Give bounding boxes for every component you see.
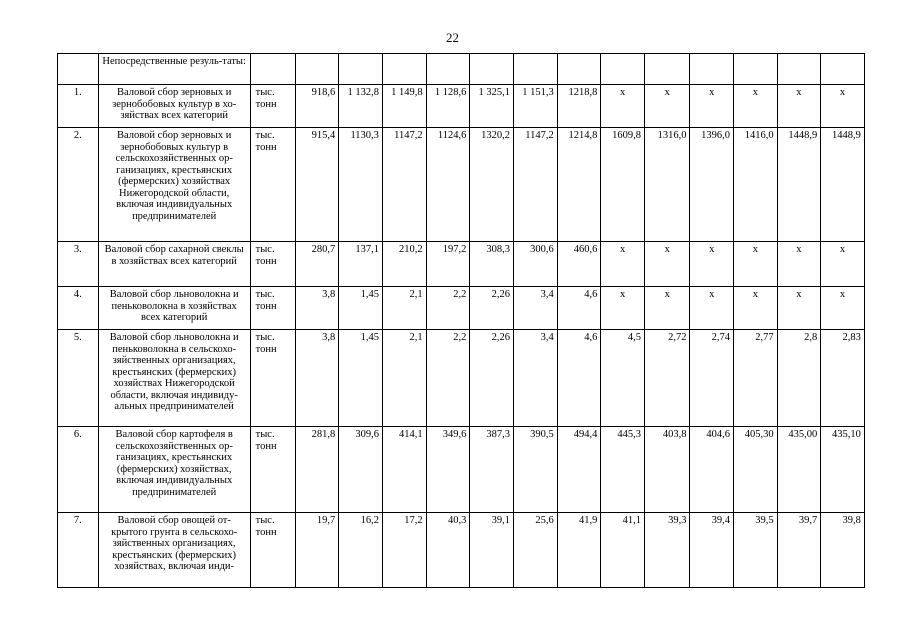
value-cell: 387,3 (470, 427, 514, 513)
row-number: 6. (58, 427, 99, 513)
value-cell: 2,77 (734, 330, 778, 427)
value-cell: x (690, 242, 734, 287)
header-results-label: Непосредственные резуль-таты: (98, 54, 250, 85)
value-cell: 16,2 (339, 513, 383, 588)
value-cell: 460,6 (557, 242, 601, 287)
unit-cell: тыс. тонн (250, 330, 295, 427)
value-cell: 435,10 (821, 427, 865, 513)
value-cell: x (821, 85, 865, 128)
value-cell: 39,5 (734, 513, 778, 588)
unit-cell: тыс. тонн (250, 427, 295, 513)
value-cell: 17,2 (382, 513, 426, 588)
value-cell: 2,2 (426, 330, 470, 427)
table-row (58, 513, 905, 588)
value-cell: 1218,8 (557, 85, 601, 128)
value-cell: 1,45 (339, 330, 383, 427)
row-number: 1. (58, 85, 99, 128)
value-cell: 1609,8 (601, 128, 645, 242)
value-cell: 1 325,1 (470, 85, 514, 128)
value-cell: x (601, 287, 645, 330)
value-cell: x (601, 85, 645, 128)
page-number: 22 (446, 30, 459, 45)
value-cell: 2,26 (470, 287, 514, 330)
indicator-name: Валовой сбор картофеля в сельскохозяйственных ор-ганизациях, крестьянских (фермерских) хозяйствах, включая индивидуальных предпринимателей (98, 427, 250, 513)
table-row (58, 128, 905, 242)
value-cell: 309,6 (339, 427, 383, 513)
value-cell: 2,1 (382, 287, 426, 330)
value-cell: 300,6 (514, 242, 558, 287)
value-cell: 2,2 (426, 287, 470, 330)
value-cell: 915,4 (295, 128, 338, 242)
value-cell: x (821, 242, 865, 287)
unit-cell: тыс. тонн (250, 85, 295, 128)
value-cell: 403,8 (644, 427, 690, 513)
value-cell: 25,6 (514, 513, 558, 588)
value-cell: 435,00 (777, 427, 821, 513)
value-cell: 1130,3 (339, 128, 383, 242)
value-cell: x (734, 85, 778, 128)
value-cell: x (777, 287, 821, 330)
value-cell: x (690, 85, 734, 128)
indicator-name: Валовой сбор зерновых и зернобобовых культур в хо-зяйствах всех категорий (98, 85, 250, 128)
value-cell: x (734, 287, 778, 330)
value-cell: 1416,0 (734, 128, 778, 242)
results-table (57, 53, 905, 588)
value-cell: 41,1 (601, 513, 645, 588)
indicator-name: Валовой сбор сахарной свеклы в хозяйствах всех категорий (98, 242, 250, 287)
value-cell: 445,3 (601, 427, 645, 513)
value-cell: 40,3 (426, 513, 470, 588)
indicator-name: Валовой сбор льноволокна и пеньковолокна в сельскохо-зяйственных организациях, крестьянских (фермерских) хозяйствах Нижегородской области, включая индивиду-альных предпринимателей (98, 330, 250, 427)
value-cell: 2,83 (821, 330, 865, 427)
unit-cell: тыс. тонн (250, 513, 295, 588)
indicator-name: Валовой сбор овощей от-крытого грунта в сельскохо-зяйственных организациях, крестьянских (фермерских) хозяйствах, включая инди- (98, 513, 250, 588)
value-cell: x (821, 287, 865, 330)
value-cell: 3,4 (514, 330, 558, 427)
value-cell: 2,72 (644, 330, 690, 427)
value-cell: 918,6 (295, 85, 338, 128)
cell-num (58, 54, 99, 85)
value-cell: 494,4 (557, 427, 601, 513)
value-cell: 1 128,6 (426, 85, 470, 128)
value-cell: 1 151,3 (514, 85, 558, 128)
value-cell: 39,4 (690, 513, 734, 588)
value-cell: 1 149,8 (382, 85, 426, 128)
value-cell: 1396,0 (690, 128, 734, 242)
value-cell: 280,7 (295, 242, 338, 287)
value-cell: 1448,9 (821, 128, 865, 242)
value-cell: x (644, 85, 690, 128)
unit-cell: тыс. тонн (250, 242, 295, 287)
value-cell: 1320,2 (470, 128, 514, 242)
unit-cell: тыс. тонн (250, 287, 295, 330)
value-cell: 39,8 (821, 513, 865, 588)
value-cell: 41,9 (557, 513, 601, 588)
value-cell: 2,8 (777, 330, 821, 427)
value-cell: 414,1 (382, 427, 426, 513)
value-cell: 1124,6 (426, 128, 470, 242)
value-cell: 1147,2 (514, 128, 558, 242)
value-cell: 2,1 (382, 330, 426, 427)
value-cell: 405,30 (734, 427, 778, 513)
value-cell: x (777, 85, 821, 128)
table-row (58, 242, 905, 287)
value-cell: x (690, 287, 734, 330)
value-cell: 210,2 (382, 242, 426, 287)
value-cell: 1448,9 (777, 128, 821, 242)
value-cell: x (734, 242, 778, 287)
row-number: 5. (58, 330, 99, 427)
row-number: 4. (58, 287, 99, 330)
row-number: 7. (58, 513, 99, 588)
value-cell: 4,5 (601, 330, 645, 427)
value-cell: 197,2 (426, 242, 470, 287)
table-row (58, 330, 905, 427)
value-cell: 390,5 (514, 427, 558, 513)
value-cell: 3,8 (295, 330, 338, 427)
table-row (58, 54, 905, 85)
value-cell: 2,74 (690, 330, 734, 427)
value-cell: 1 132,8 (339, 85, 383, 128)
value-cell: 1147,2 (382, 128, 426, 242)
value-cell: 39,1 (470, 513, 514, 588)
row-number: 3. (58, 242, 99, 287)
value-cell: 39,7 (777, 513, 821, 588)
row-number: 2. (58, 128, 99, 242)
value-cell: 137,1 (339, 242, 383, 287)
value-cell: 3,4 (514, 287, 558, 330)
value-cell: 39,3 (644, 513, 690, 588)
value-cell: 1,45 (339, 287, 383, 330)
indicator-name: Валовой сбор льноволокна и пеньковолокна в хозяйствах всех категорий (98, 287, 250, 330)
value-cell: x (644, 287, 690, 330)
value-cell: 4,6 (557, 330, 601, 427)
value-cell: 3,8 (295, 287, 338, 330)
value-cell: 281,8 (295, 427, 338, 513)
value-cell: x (601, 242, 645, 287)
indicator-name: Валовой сбор зерновых и зернобобовых культур в сельскохозяйственных ор-ганизациях, крестьянских (фермерских) хозяйствах Нижегородской области, включая индивидуальных предпринимателей (98, 128, 250, 242)
unit-cell: тыс. тонн (250, 128, 295, 242)
value-cell: x (777, 242, 821, 287)
value-cell: 308,3 (470, 242, 514, 287)
value-cell: 1316,0 (644, 128, 690, 242)
table-row (58, 427, 905, 513)
value-cell: x (644, 242, 690, 287)
value-cell: 19,7 (295, 513, 338, 588)
value-cell: 2,26 (470, 330, 514, 427)
table-row (58, 287, 905, 330)
value-cell: 404,6 (690, 427, 734, 513)
table-row (58, 85, 905, 128)
value-cell: 1214,8 (557, 128, 601, 242)
value-cell: 349,6 (426, 427, 470, 513)
value-cell: 4,6 (557, 287, 601, 330)
